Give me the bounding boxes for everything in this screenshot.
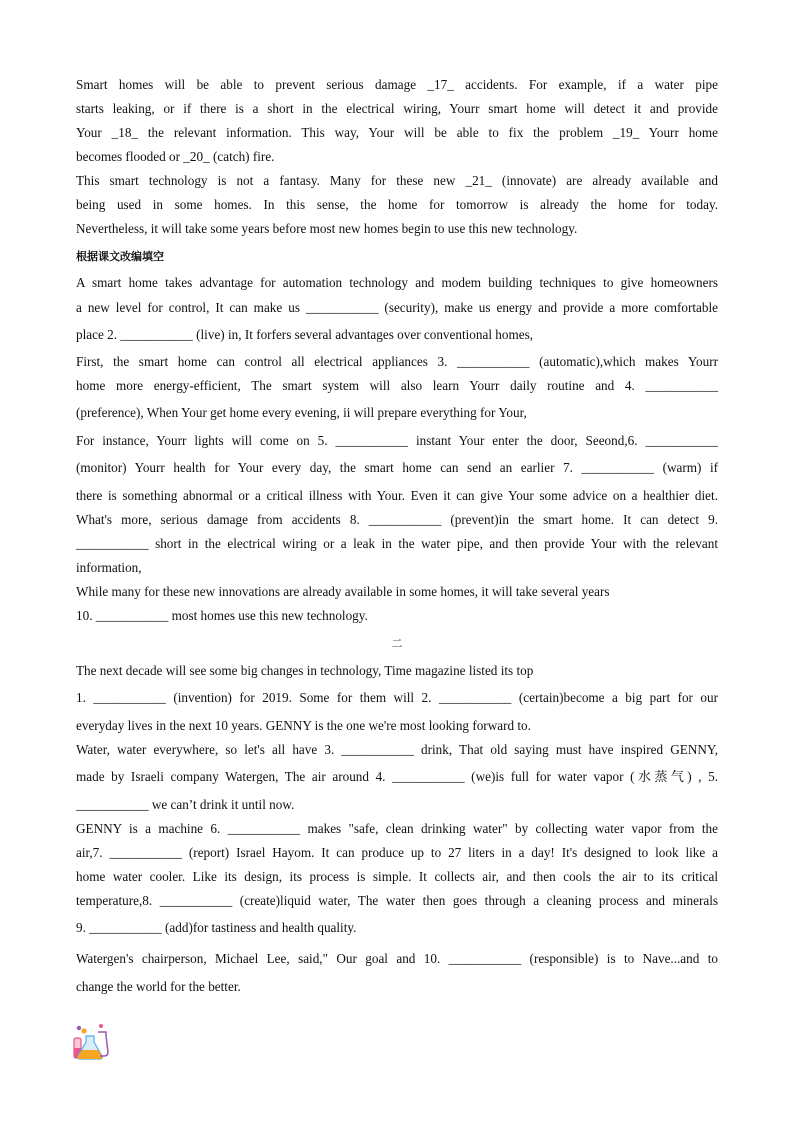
text-line: home more energy-efficient, The smart system will also learn Yourr daily routine and 4. ___________ <box>76 378 718 393</box>
text-line: everyday lives in the next 10 years. GENNY is the one we're most looking forward to. <box>76 718 531 733</box>
text-line: ___________ we can’t drink it until now. <box>76 797 295 812</box>
text-line: Nevertheless, it will take some years before most new homes begin to use this new technology. <box>76 221 578 236</box>
text-line: a new level for control, It can make us ___________ (security), make us energy and provide a more comfortable <box>76 300 718 315</box>
text-line: Smart homes will be able to prevent serious damage _17_ accidents. For example, if a water pipe <box>76 77 718 92</box>
text-line: air,7. ___________ (report) Israel Hayom. It can produce up to 27 liters in a day! It's designed to look like a <box>76 845 718 860</box>
text-line: (preference), When Your get home every evening, ii will prepare everything for Your, <box>76 405 527 420</box>
text-line: For instance, Yourr lights will come on 5. ___________ instant Your enter the door, Seeond,6. ___________ <box>76 433 718 448</box>
text-line: Watergen's chairperson, Michael Lee, said," Our goal and 10. ___________ (responsible) is to Nave...and to <box>76 951 718 966</box>
text-line: place 2. ___________ (live) in, It forfers several advantages over conventional homes, <box>76 327 534 342</box>
section-number: 二 <box>391 637 403 650</box>
text-line: This smart technology is not a fantasy. Many for these new _21_ (innovate) are already available and <box>76 173 718 188</box>
text-line: 1. ___________ (invention) for 2019. Some for them will 2. ___________ (certain)become a big part for our <box>76 690 718 705</box>
text-line: The next decade will see some big changes in technology, Time magazine listed its top <box>76 663 534 678</box>
text-line: there is something abnormal or a critical illness with Your. Even it can give Your some advice on a healthier diet. <box>76 488 718 503</box>
text-line: 10. ___________ most homes use this new technology. <box>76 608 368 623</box>
text-line: A smart home takes advantage for automation technology and modem building techniques to give homeowners <box>76 275 718 290</box>
text-line: GENNY is a machine 6. ___________ makes "safe, clean drinking water" by collecting water vapor from the <box>76 821 718 836</box>
text-line: What's more, serious damage from accidents 8. ___________ (prevent)in the smart home. It can detect 9. <box>76 512 718 527</box>
text-line: 9. ___________ (add)for tastiness and health quality. <box>76 920 357 935</box>
text-line: becomes flooded or _20_ (catch) fire. <box>76 149 275 164</box>
text-line: information, <box>76 560 142 575</box>
text-line: being used in some homes. In this sense, the home for tomorrow is already the home for today. <box>76 197 718 212</box>
text-line: made by Israeli company Watergen, The air around 4. ___________ (we)is full for water vapor (水蒸气) , 5. <box>76 769 718 784</box>
text-line: Water, water everywhere, so let's all have 3. ___________ drink, That old saying must have inspired GENNY, <box>76 742 718 757</box>
section-heading: 根据课文改编填空 <box>76 250 164 263</box>
text-line: Your _18_ the relevant information. This way, Your will be able to fix the problem _19_ Yourr home <box>76 125 718 140</box>
text-line: While many for these new innovations are already available in some homes, it will take several years <box>76 584 610 599</box>
chemistry-flasks-icon <box>70 1022 110 1062</box>
text-line: starts leaking, or if there is a short in the electrical wiring, Yourr smart home will detect it and provide <box>76 101 718 116</box>
text-line: (monitor) Yourr health for Your every day, the smart home can send an earlier 7. ___________ (warm) if <box>76 460 718 475</box>
text-line: First, the smart home can control all electrical appliances 3. ___________ (automatic),which makes Yourr <box>76 354 718 369</box>
text-line: change the world for the better. <box>76 979 241 994</box>
text-line: temperature,8. ___________ (create)liquid water, The water then goes through a cleaning process and minerals <box>76 893 718 908</box>
text-line: home water cooler. Like its design, its process is simple. It collects air, and then cools the air to its critical <box>76 869 718 884</box>
text-line: ___________ short in the electrical wiring or a leak in the water pipe, and then provide Your with the relevant <box>76 536 718 551</box>
